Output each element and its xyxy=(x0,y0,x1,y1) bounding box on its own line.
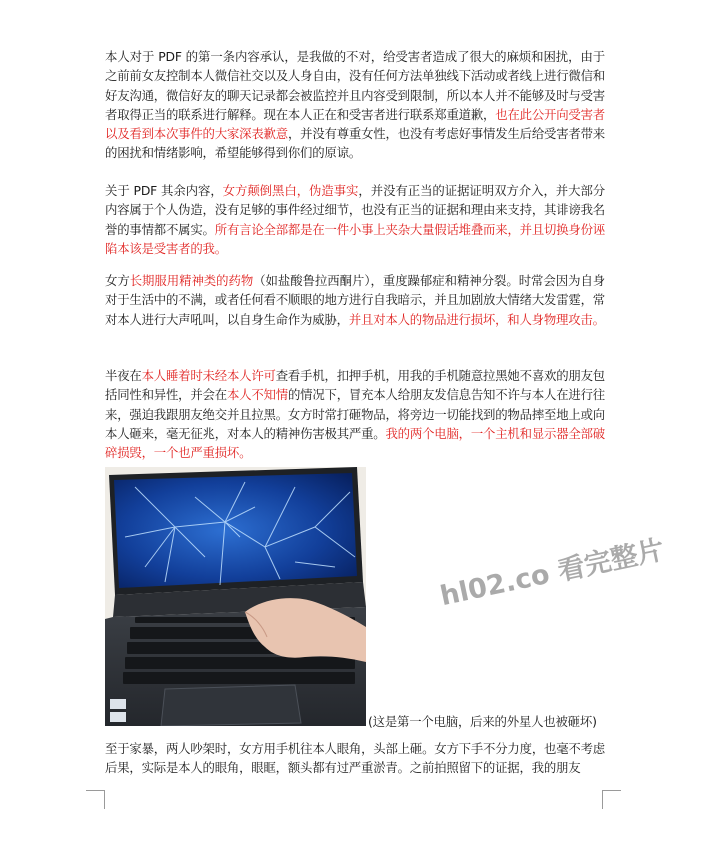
highlighted-text: 所有言论全部都是在一件小事上夹杂大量假话堆叠而来，并且切换身份诬陷本该是受害者的我。 xyxy=(105,221,605,256)
highlighted-text: 也在此公开向受害者以及看到本次事件的大家深表歉意 xyxy=(105,106,606,142)
paragraph-text: 查看手机，扣押手机，用我的手机随意拉黑她不喜欢的朋友包括同性和异性，并会在 xyxy=(105,368,605,403)
broken-laptop-photo xyxy=(105,467,366,726)
highlighted-text: 我的两个电脑，一个主机和显示器全部破碎损毁，一个也严重损坏。 xyxy=(105,425,605,461)
paragraph-domestic-violence xyxy=(105,739,605,778)
highlighted-text: 本人睡着时未经本人许可 xyxy=(141,368,276,383)
paragraph-text: 关于 PDF 其余内容， xyxy=(105,183,223,198)
paragraph-text: （如盐酸鲁拉西酮片），重度躁郁症和精神分裂。时常会因为自身对于生活中的不满，或者任何看不顺眼的地方进行自我暗示，并且加剧放大情绪大发雷霆，常对本人进行大声吼叫，以自身生命作为威胁， xyxy=(105,273,605,327)
page-corner-mark-right xyxy=(602,790,621,809)
watermark: hl02.co 看完整片 xyxy=(437,534,668,613)
paragraph-phone-control xyxy=(105,366,605,462)
paragraph-medication xyxy=(105,271,605,329)
highlighted-text: 长期服用精神类的药物 xyxy=(129,273,254,288)
paragraph-apology xyxy=(105,47,605,163)
highlighted-text: 本人不知情 xyxy=(226,387,288,403)
photo-caption: (这是第一个电脑，后来的外星人也被砸坏) xyxy=(368,714,597,729)
paragraph-text: ，并没有正当的证据证明双方介入，并大部分内容属于个人伪造，没有足够的事件经过细节，也没有正当的证据和理由来支持，其诽谤我名誉的事情都不属实。 xyxy=(105,183,605,237)
paragraph-rebuttal xyxy=(105,181,605,258)
paragraph-text: 本人对于 PDF 的第一条内容承认，是我做的不对，给受害者造成了很大的麻烦和困扰，由于之前前女友控制本人微信社交以及人身自由，没有任何方法单独线下活动或者线上进行微信和好友沟通，微信好友的聊天记录都会被监控并且内容受到限制，所以本人并不能够及时与受害者取得正当的联系进行解释。现在本人正在和受害者进行联系郑重道歉， xyxy=(105,49,605,122)
page-corner-mark-left xyxy=(86,790,105,809)
highlighted-text: 并且对本人的物品进行损坏，和人身物理攻击。 xyxy=(348,311,605,327)
paragraph-text: 半夜在 xyxy=(105,368,142,383)
paragraph-text: 的情况下，冒充本人给朋友发信息告知不许与本人在进行往来，强迫我跟朋友绝交并且拉黑。女方时常打砸物品，将旁边一切能找到的物品摔至地上或向本人砸来，毫无征兆，对本人的精神伤害极其严重。 xyxy=(105,387,606,441)
highlighted-text: 女方颠倒黑白，伪造事实 xyxy=(222,183,359,198)
paragraph-text: 至于家暴，两人吵架时，女方用手机往本人眼角，头部上砸。女方下手不分力度，也毫不考虑后果，实际是本人的眼角，眼眶，额头都有过严重淤青。之前拍照留下的证据，我的朋友 xyxy=(105,741,605,776)
paragraph-text: 女方 xyxy=(105,273,130,288)
paragraph-text: ，并没有尊重女性，也没有考虑好事情发生后给受害者带来的困扰和情绪影响，希望能够得到你们的原谅。 xyxy=(105,126,606,161)
